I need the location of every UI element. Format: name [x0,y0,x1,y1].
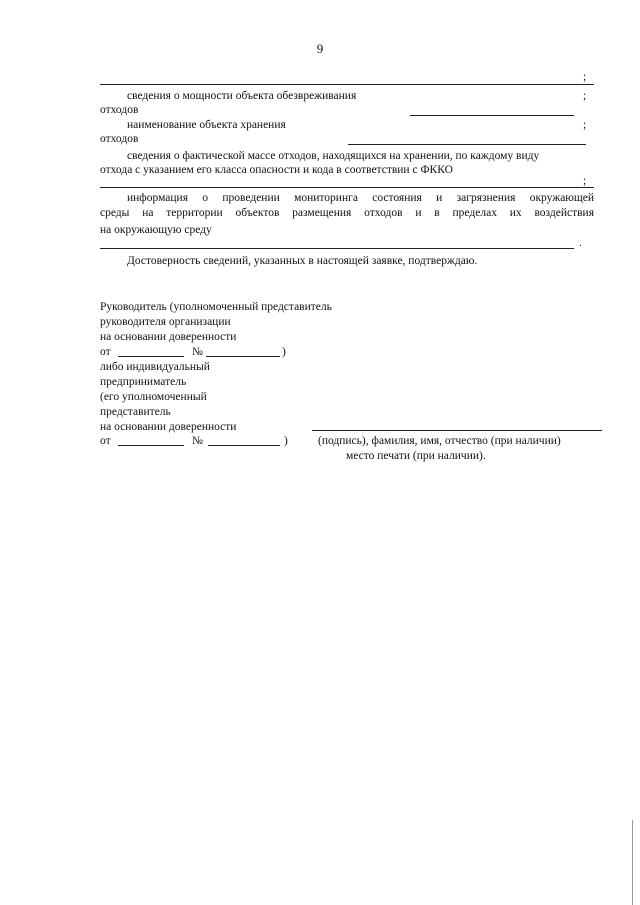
sig-line-5: либо индивидуальный [100,361,210,373]
fill-line-storage [410,115,574,116]
number-line-2 [208,445,280,446]
monitoring-line-1: информация о проведении мониторинга состояния и загрязнения окружающей [127,192,594,204]
fill-line-top [100,84,594,85]
signature-caption-1: (подпись), фамилия, имя, отчество (при наличии) [318,435,561,447]
fill-line-end [100,248,574,249]
date-line-1 [118,356,184,357]
end-period: . [579,237,582,249]
monitoring-line-3: на окружающую среду [100,224,212,236]
storage-label: наименование объекта хранения [127,119,286,131]
waste-word-2: отходов [100,133,139,145]
from-label-2: от [100,435,111,447]
capacity-label: сведения о мощности объекта обезвреживания [127,90,357,102]
confirmation-text: Достоверность сведений, указанных в настоящей заявке, подтверждаю. [127,255,478,267]
sig-line-8: представитель [100,406,171,418]
scan-edge-line [632,820,633,905]
fill-line-mass [348,144,586,145]
monitoring-paragraph [100,191,594,221]
waste-word-1: отходов [100,104,139,116]
sig-line-7: (его уполномоченный [100,391,207,403]
signature-line [312,430,602,431]
paren-close-1: ) [282,346,286,358]
sig-line-2: руководителя организации [100,316,231,328]
sig-line-3: на основании доверенности [100,331,237,343]
mass-line-2: отхода с указанием его класса опасности и кода в соответствии с ФККО [100,164,453,176]
number-sign-2: № [192,435,203,447]
from-label-1: от [100,346,111,358]
signature-caption-2: место печати (при наличии). [346,450,486,462]
semicolon-3: ; [583,119,587,131]
mass-line-1: сведения о фактической массе отходов, находящихся на хранении, по каждому виду [127,150,540,162]
sig-line-9: на основании доверенности [100,421,237,433]
number-sign-1: № [192,346,203,358]
semicolon-1: ; [583,71,587,83]
paren-close-2: ) [284,435,288,447]
page-number: 9 [316,41,324,56]
semicolon-4: ; [583,175,587,187]
monitoring-line-2: среды на территории объектов размещения отходов и в пределах их воздействия [100,207,594,219]
fill-line-monitor [100,187,594,188]
number-line-1 [206,356,280,357]
sig-line-6: предприниматель [100,376,187,388]
date-line-2 [118,445,184,446]
sig-line-1: Руководитель (уполномоченный представитель [100,301,332,313]
semicolon-2: ; [583,90,587,102]
